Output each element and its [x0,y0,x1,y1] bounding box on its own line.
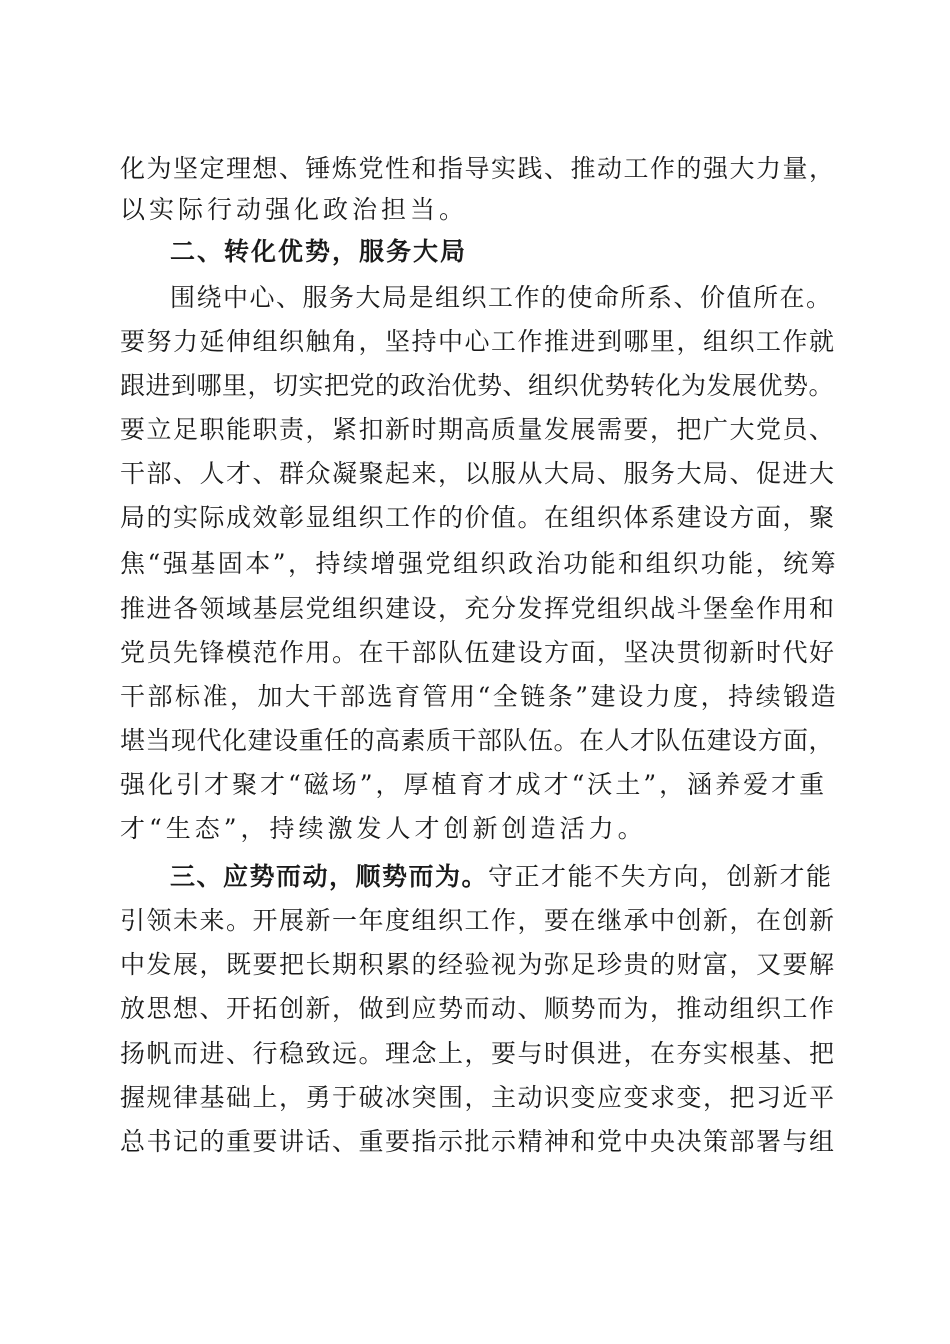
section-heading: 三、应势而动，顺势而为。 [170,862,489,891]
paragraph-line: 局的实际成效彰显组织工作的价值。在组织体系建设方面，聚 [120,503,836,532]
paragraph-line: 推进各领域基层党组织建设，充分发挥党组织战斗堡垒作用和 [120,594,836,623]
paragraph-line: 焦“强基固本”，持续增强党组织政治功能和组织功能，统筹 [120,549,839,578]
paragraph-line: 要努力延伸组织触角，坚持中心工作推进到哪里，组织工作就 [120,327,836,356]
paragraph-line: 党员先锋模范作用。在干部队伍建设方面，坚决贯彻新时代好 [120,638,836,667]
paragraph-line: 引领未来。开展新一年度组织工作，要在继承中创新，在创新 [120,906,836,935]
paragraph-line: 中发展，既要把长期积累的经验视为弥足珍贵的财富，又要解 [120,950,836,979]
paragraph-line: 干部标准，加大干部选育管用“全链条”建设力度，持续锻造 [120,682,839,711]
paragraph-line: 以实际行动强化政治担当。 [120,195,469,224]
paragraph-line: 堪当现代化建设重任的高素质干部队伍。在人才队伍建设方面， [120,726,835,755]
paragraph-line: 干部、人才、群众凝聚起来，以服从大局、服务大局、促进大 [120,459,836,488]
paragraph-text: 守正才能不失方向，创新才能 [488,862,833,891]
paragraph-line: 强化引才聚才“磁场”，厚植育才成才“沃土”，涵养爱才重 [120,770,828,799]
section-heading: 二、转化优势，服务大局 [170,237,468,266]
paragraph-line: 要立足职能职责，紧扣新时期高质量发展需要，把广大党员、 [120,415,836,444]
paragraph-line: 握规律基础上，勇于破冰突围，主动识变应变求变，把习近平 [120,1083,836,1112]
paragraph-line: 总书记的重要讲话、重要指示批示精神和党中央决策部署与组 [120,1127,836,1156]
paragraph-line: 才“生态”，持续激发人才创新创造活力。 [120,814,647,843]
paragraph-line: 放思想、开拓创新，做到应势而动、顺势而为，推动组织工作 [120,994,836,1023]
section3-first-line [170,857,840,897]
paragraph-line: 跟进到哪里，切实把党的政治优势、组织优势转化为发展优势。 [120,371,835,400]
paragraph-line: 扬帆而进、行稳致远。理念上，要与时俱进，在夯实根基、把 [120,1039,836,1068]
paragraph-line: 围绕中心、服务大局是组织工作的使命所系、价值所在。 [170,283,833,312]
paragraph-line: 化为坚定理想、锤炼党性和指导实践、推动工作的强大力量， [120,154,836,183]
